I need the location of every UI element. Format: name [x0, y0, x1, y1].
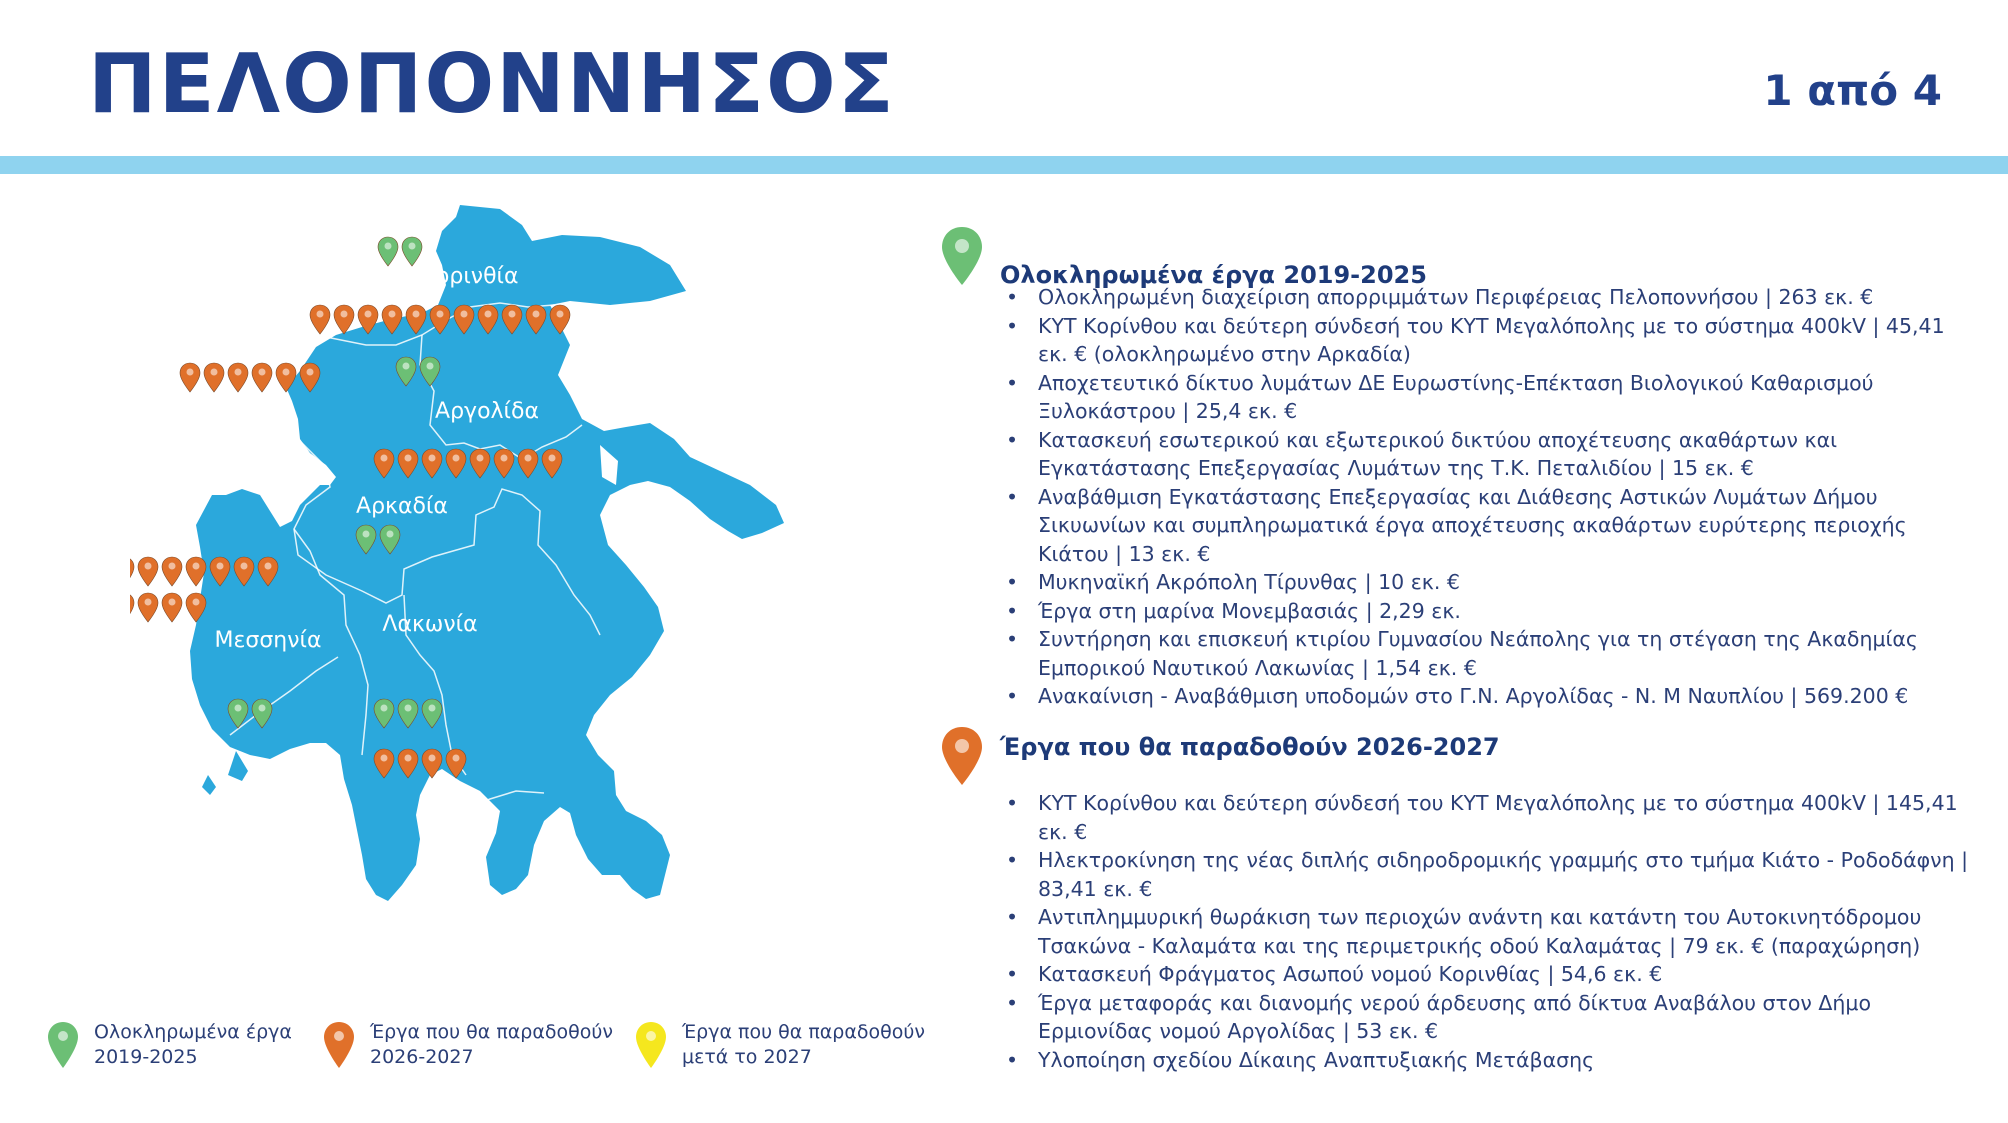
legend-item-after-2027: [634, 1020, 925, 1070]
orange-pin-icon: [162, 557, 182, 586]
orange-pin-icon: [252, 363, 272, 392]
green-pin-icon: [940, 225, 984, 287]
upcoming-item: • ΚΥΤ Κορίνθου και δεύτερη σύνδεσή του ΚΥΤ Μεγαλόπολης με το σύστημα 400kV | 145,41 εκ. €: [1000, 789, 1980, 846]
region-label-messinia: Μεσσηνία: [214, 628, 322, 653]
region-label-lakonia: Λακωνία: [382, 612, 478, 637]
orange-pin-icon: [162, 593, 182, 622]
upcoming-item: • Κατασκευή Φράγματος Ασωπού νομού Κορινθίας | 54,6 εκ. €: [1000, 960, 1980, 989]
orange-pin-icon: [322, 1020, 356, 1070]
upcoming-item: • Αντιπλημμυρική θωράκιση των περιοχών ανάντη και κατάντη του Αυτοκινητόδρομου Τσακώνα - Καλαμάτα και της περιμετρικής οδού Καλαμάτας | 79 εκ. € (παραχώρηση): [1000, 903, 1980, 960]
region-label-arkadia: Αρκαδία: [356, 494, 448, 519]
completed-item: • Αποχετευτικό δίκτυο λυμάτων ΔΕ Ευρωστίνης-Επέκταση Βιολογικού Καθαρισμού Ξυλοκάστρου | 25,4 εκ. €: [1000, 369, 1980, 426]
completed-item: • Συντήρηση και επισκευή κτιρίου Γυμνασίου Νεάπολης για τη στέγαση της Ακαδημίας Εμπορικού Ναυτικού Λακωνίας | 1,54 εκ. €: [1000, 625, 1980, 682]
completed-list: [940, 283, 1980, 711]
completed-heading: [940, 225, 1980, 289]
completed-item: • Αναβάθμιση Εγκατάστασης Επεξεργασίας και Διάθεσης Αστικών Λυμάτων Δήμου Σικυωνίων και συμπληρωματικά έργα αποχέτευσης ακαθάρτων ευρύτερης περιοχής Κιάτου | 13 εκ. €: [1000, 483, 1980, 569]
upcoming-title: Έργα που θα παραδοθούν 2026-2027: [1000, 733, 1500, 761]
orange-pin-icon: [130, 557, 134, 586]
legend-label-completed: Ολοκληρωμένα έργα 2019-2025: [94, 1021, 292, 1068]
orange-pin-icon: [204, 363, 224, 392]
completed-item: • Ανακαίνιση - Αναβάθμιση υποδομών στο Γ.Ν. Αργολίδας - Ν. Μ Ναυπλίου | 569.200 €: [1000, 682, 1980, 711]
orange-pin-icon: [310, 305, 330, 334]
upcoming-section: [940, 725, 1980, 1074]
upcoming-item: • Υλοποίηση σχεδίου Δίκαιης Αναπτυξιακής Μετάβασης: [1000, 1046, 1980, 1075]
completed-item: • Ολοκληρωμένη διαχείριση απορριμμάτων Περιφέρειας Πελοποννήσου | 263 εκ. €: [1000, 283, 1980, 312]
completed-item: • Μυκηναϊκή Ακρόπολη Τίρυνθας | 10 εκ. €: [1000, 568, 1980, 597]
orange-pin-icon: [334, 305, 354, 334]
completed-item: • Έργα στη μαρίνα Μονεμβασιάς | 2,29 εκ.: [1000, 597, 1980, 626]
upcoming-item: • Ηλεκτροκίνηση της νέας διπλής σιδηροδρομικής γραμμής στο τμήμα Κιάτο - Ροδοδάφνη | 83,41 εκ. €: [1000, 846, 1980, 903]
upcoming-heading: [940, 725, 1980, 787]
completed-item: • ΚΥΤ Κορίνθου και δεύτερη σύνδεσή του ΚΥΤ Μεγαλόπολης με το σύστημα 400kV | 45,41 εκ. € (ολοκληρωμένο στην Αρκαδία): [1000, 312, 1980, 369]
green-pin-icon: [402, 237, 422, 266]
completed-section: [940, 225, 1980, 711]
legend-item-completed: [46, 1020, 292, 1070]
completed-item: • Κατασκευή εσωτερικού και εξωτερικού δικτύου αποχέτευσης ακαθάρτων και Εγκατάστασης Επεξεργασίας Λυμάτων της Τ.Κ. Πεταλιδίου | 15 εκ. €: [1000, 426, 1980, 483]
upcoming-item: • Έργα μεταφοράς και διανομής νερού άρδευσης από δίκτυα Αναβάλου στον Δήμο Ερμιονίδας νομού Αργολίδας | 53 εκ. €: [1000, 989, 1980, 1046]
peloponnese-map: [130, 195, 830, 935]
region-label-korinthia: Κορινθία: [421, 264, 519, 289]
completed-title: Ολοκληρωμένα έργα 2019-2025: [1000, 261, 1427, 289]
region-label-argolida: Αργολίδα: [435, 399, 539, 424]
yellow-pin-icon: [634, 1020, 668, 1070]
orange-pin-icon: [228, 363, 248, 392]
legend-label-after-2027: Έργα που θα παραδοθούν μετά το 2027: [682, 1021, 925, 1068]
green-pin-icon: [46, 1020, 80, 1070]
orange-pin-icon: [180, 363, 200, 392]
upcoming-list: [940, 789, 1980, 1074]
orange-pin-icon: [138, 557, 158, 586]
green-pin-icon: [378, 237, 398, 266]
orange-pin-icon: [138, 593, 158, 622]
orange-pin-icon: [130, 593, 134, 622]
legend-label-upcoming: Έργα που θα παραδοθούν 2026-2027: [370, 1021, 613, 1068]
legend-item-upcoming: [322, 1020, 613, 1070]
page-counter: 1 από 4: [1763, 66, 1942, 115]
page-title: ΠΕΛΟΠΟΝΝΗΣΟΣ: [88, 37, 896, 132]
header-band: [0, 156, 2008, 174]
orange-pin-icon: [940, 725, 984, 787]
